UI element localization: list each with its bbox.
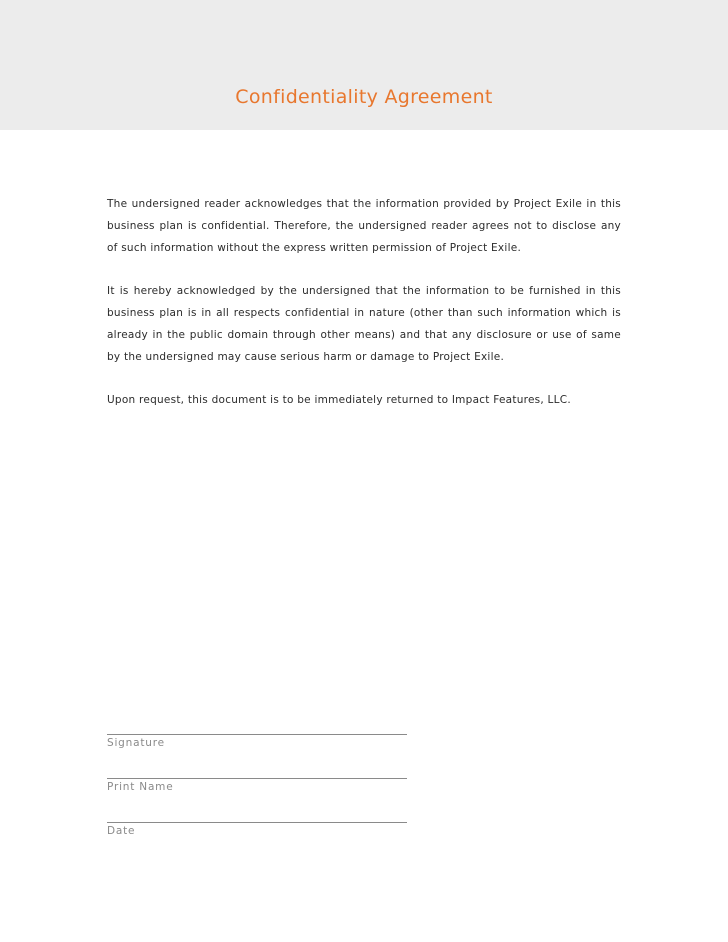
signature-label: Signature <box>107 737 165 749</box>
header-band <box>0 0 728 130</box>
signature-line[interactable] <box>107 734 407 735</box>
paragraph-return-request: Upon request, this document is to be immediately returned to Impact Features, LLC. <box>107 394 571 406</box>
print-name-label: Print Name <box>107 781 174 793</box>
page-title: Confidentiality Agreement <box>235 86 493 108</box>
print-name-line[interactable] <box>107 778 407 779</box>
date-line[interactable] <box>107 822 407 823</box>
paragraph-confidential-notice: The undersigned reader acknowledges that the information provided by Project Exile in this business plan is confidential. Therefore, the undersigned reader agrees not to disclose any of such information without the express written permission of Project Exile. <box>107 198 621 254</box>
paragraph-acknowledgement: It is hereby acknowledged by the undersigned that the information to be furnished in this business plan is in all respects confidential in nature (other than such information which is already in the public domain through other means) and that any disclosure or use of same by the undersigned may cause serious harm or damage to Project Exile. <box>107 285 621 363</box>
date-label: Date <box>107 825 136 837</box>
